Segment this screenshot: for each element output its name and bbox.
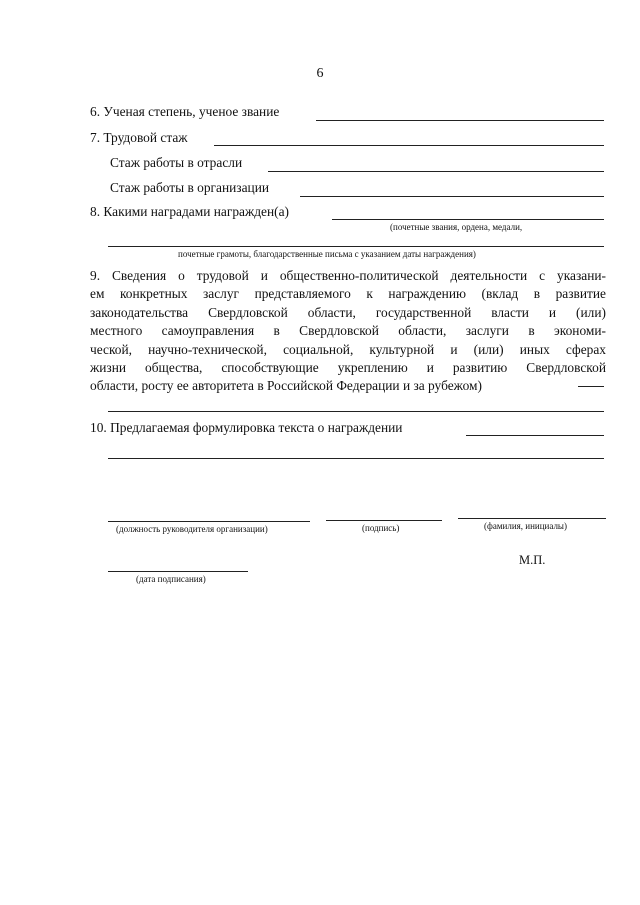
awards-caption-1: (почетные звания, ордена, медали, xyxy=(390,222,523,232)
award-wording-field-2[interactable] xyxy=(108,458,604,459)
awards-field-2[interactable] xyxy=(108,246,604,247)
activity-line: жизни общества, способствующие укреплению и развитию Свердловской xyxy=(90,360,606,376)
academic-degree-label: 6. Ученая степень, ученое звание xyxy=(90,104,280,119)
award-wording-field-1[interactable] xyxy=(466,435,604,436)
signing-date-field[interactable] xyxy=(108,571,248,572)
work-experience-label: 7. Трудовой стаж xyxy=(90,130,188,145)
organization-experience-label: Стаж работы в организации xyxy=(110,180,270,195)
activity-line: ем конкретных заслуг представляемого к награждению (вклад в развитие xyxy=(90,286,606,302)
activity-field-1[interactable] xyxy=(578,386,604,387)
activity-field-2[interactable] xyxy=(108,411,604,412)
position-field[interactable] xyxy=(108,521,310,522)
signing-date-caption: (дата подписания) xyxy=(136,574,206,584)
signature-caption: (подпись) xyxy=(362,523,400,533)
industry-experience-label: Стаж работы в отрасли xyxy=(110,155,243,170)
awards-label: 8. Какими наградами награжден(а) xyxy=(90,204,290,219)
name-field[interactable] xyxy=(458,518,606,519)
activity-line: области, росту ее авторитета в Российской Федерации и за рубежом) xyxy=(90,378,482,394)
organization-experience-field[interactable] xyxy=(300,196,604,197)
position-caption: (должность руководителя организации) xyxy=(116,524,268,534)
seal-placeholder: М.П. xyxy=(519,553,546,567)
activity-line: ческой, научно-технической, социальной, культурной и (или) иных сферах xyxy=(90,341,606,357)
awards-caption-2: почетные грамоты, благодарственные письма с указанием даты награждения) xyxy=(178,249,476,259)
activity-line: местного самоуправления в Свердловской области, заслуги в экономи- xyxy=(90,323,606,339)
industry-experience-field[interactable] xyxy=(268,171,604,172)
activity-line: 9. Сведения о трудовой и общественно-политической деятельности с указани- xyxy=(90,268,606,283)
activity-description xyxy=(90,267,606,396)
awards-field-1[interactable] xyxy=(332,219,604,220)
name-caption: (фамилия, инициалы) xyxy=(484,521,567,531)
award-wording-label: 10. Предлагаемая формулировка текста о награждении xyxy=(90,420,403,435)
activity-line: законодательства Свердловской области, государственной власти и (или) xyxy=(90,304,606,320)
academic-degree-field[interactable] xyxy=(316,120,604,121)
page-number: 6 xyxy=(316,66,324,81)
signature-field[interactable] xyxy=(326,520,442,521)
work-experience-field[interactable] xyxy=(214,145,604,146)
